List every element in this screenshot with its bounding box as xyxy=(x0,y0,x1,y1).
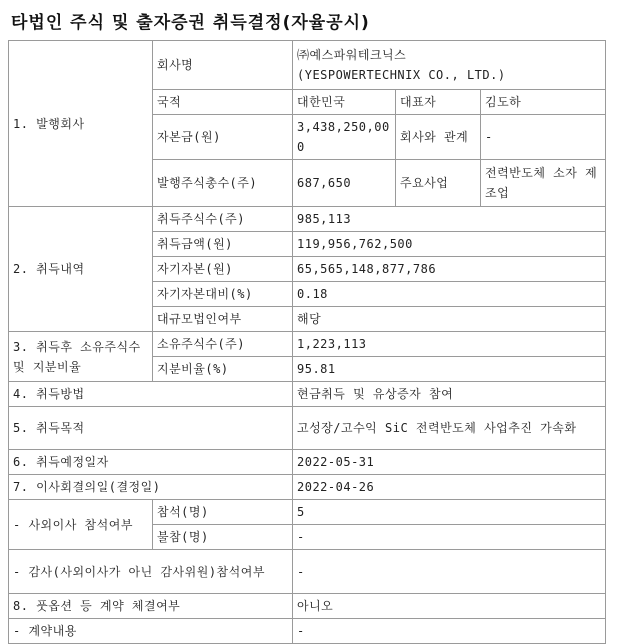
equity-label: 자기자본(원) xyxy=(153,257,293,282)
large-corp-value: 해당 xyxy=(293,307,606,332)
ceo-label: 대표자 xyxy=(396,90,481,115)
company-name-ko: ㈜예스파워테크닉스 xyxy=(297,48,407,62)
contract-label: - 계약내용 xyxy=(9,619,293,644)
ceo-value: 김도하 xyxy=(481,90,606,115)
absent-value: - xyxy=(293,525,606,550)
total-shares-value: 687,650 xyxy=(293,160,396,207)
equity-ratio-label: 자기자본대비(%) xyxy=(153,282,293,307)
section-label-issuer: 1. 발행회사 xyxy=(9,41,153,207)
relation-value: - xyxy=(481,115,606,160)
capital-label: 자본금(원) xyxy=(153,115,293,160)
present-value: 5 xyxy=(293,500,606,525)
table-row xyxy=(9,594,606,619)
large-corp-label: 대규모법인여부 xyxy=(153,307,293,332)
owned-shares-label: 소유주식수(주) xyxy=(153,332,293,357)
table-row xyxy=(9,475,606,500)
absent-label: 불참(명) xyxy=(153,525,293,550)
method-value: 현금취득 및 유상증자 참여 xyxy=(293,382,606,407)
page-title: 타법인 주식 및 출자증권 취득결정(자율공시) xyxy=(11,13,370,33)
section-label-acquisition: 2. 취득내역 xyxy=(9,207,153,332)
business-value: 전력반도체 소자 제조업 xyxy=(481,160,606,207)
method-label: 4. 취득방법 xyxy=(9,382,293,407)
auditor-value: - xyxy=(293,550,606,594)
table-row xyxy=(9,550,606,594)
table-row xyxy=(9,619,606,644)
table-row xyxy=(9,207,606,232)
board-date-label: 7. 이사회결의일(결정일) xyxy=(9,475,293,500)
section-label-holding: 3. 취득후 소유주식수 및 지분비율 xyxy=(9,332,153,382)
company-name-value xyxy=(293,41,606,90)
country-value: 대한민국 xyxy=(293,90,396,115)
auditor-label: - 감사(사외이사가 아닌 감사위원)참석여부 xyxy=(9,550,293,594)
total-shares-label: 발행주식총수(주) xyxy=(153,160,293,207)
company-name-en: (YESPOWERTECHNIX CO., LTD.) xyxy=(297,68,506,82)
purpose-value: 고성장/고수익 SiC 전력반도체 사업추진 가속화 xyxy=(293,407,606,450)
contract-value: - xyxy=(293,619,606,644)
table-row xyxy=(9,41,606,90)
put-option-value: 아니오 xyxy=(293,594,606,619)
scheduled-date-label: 6. 취득예정일자 xyxy=(9,450,293,475)
table-row xyxy=(9,407,606,450)
country-label: 국적 xyxy=(153,90,293,115)
equity-ratio-value: 0.18 xyxy=(293,282,606,307)
board-date-value: 2022-04-26 xyxy=(293,475,606,500)
table-row xyxy=(9,500,606,525)
stake-ratio-label: 지분비율(%) xyxy=(153,357,293,382)
owned-shares-value: 1,223,113 xyxy=(293,332,606,357)
present-label: 참석(명) xyxy=(153,500,293,525)
table-row xyxy=(9,332,606,357)
acq-shares-label: 취득주식수(주) xyxy=(153,207,293,232)
business-label: 주요사업 xyxy=(396,160,481,207)
disclosure-table xyxy=(8,40,606,644)
table-row xyxy=(9,450,606,475)
stake-ratio-value: 95.81 xyxy=(293,357,606,382)
acq-shares-value: 985,113 xyxy=(293,207,606,232)
relation-label: 회사와 관계 xyxy=(396,115,481,160)
acq-amount-value: 119,956,762,500 xyxy=(293,232,606,257)
purpose-label: 5. 취득목적 xyxy=(9,407,293,450)
capital-value: 3,438,250,000 xyxy=(293,115,396,160)
table-row xyxy=(9,382,606,407)
equity-value: 65,565,148,877,786 xyxy=(293,257,606,282)
acq-amount-label: 취득금액(원) xyxy=(153,232,293,257)
company-name-label: 회사명 xyxy=(153,41,293,90)
put-option-label: 8. 풋옵션 등 계약 체결여부 xyxy=(9,594,293,619)
outside-directors-label: - 사외이사 참석여부 xyxy=(9,500,153,550)
scheduled-date-value: 2022-05-31 xyxy=(293,450,606,475)
